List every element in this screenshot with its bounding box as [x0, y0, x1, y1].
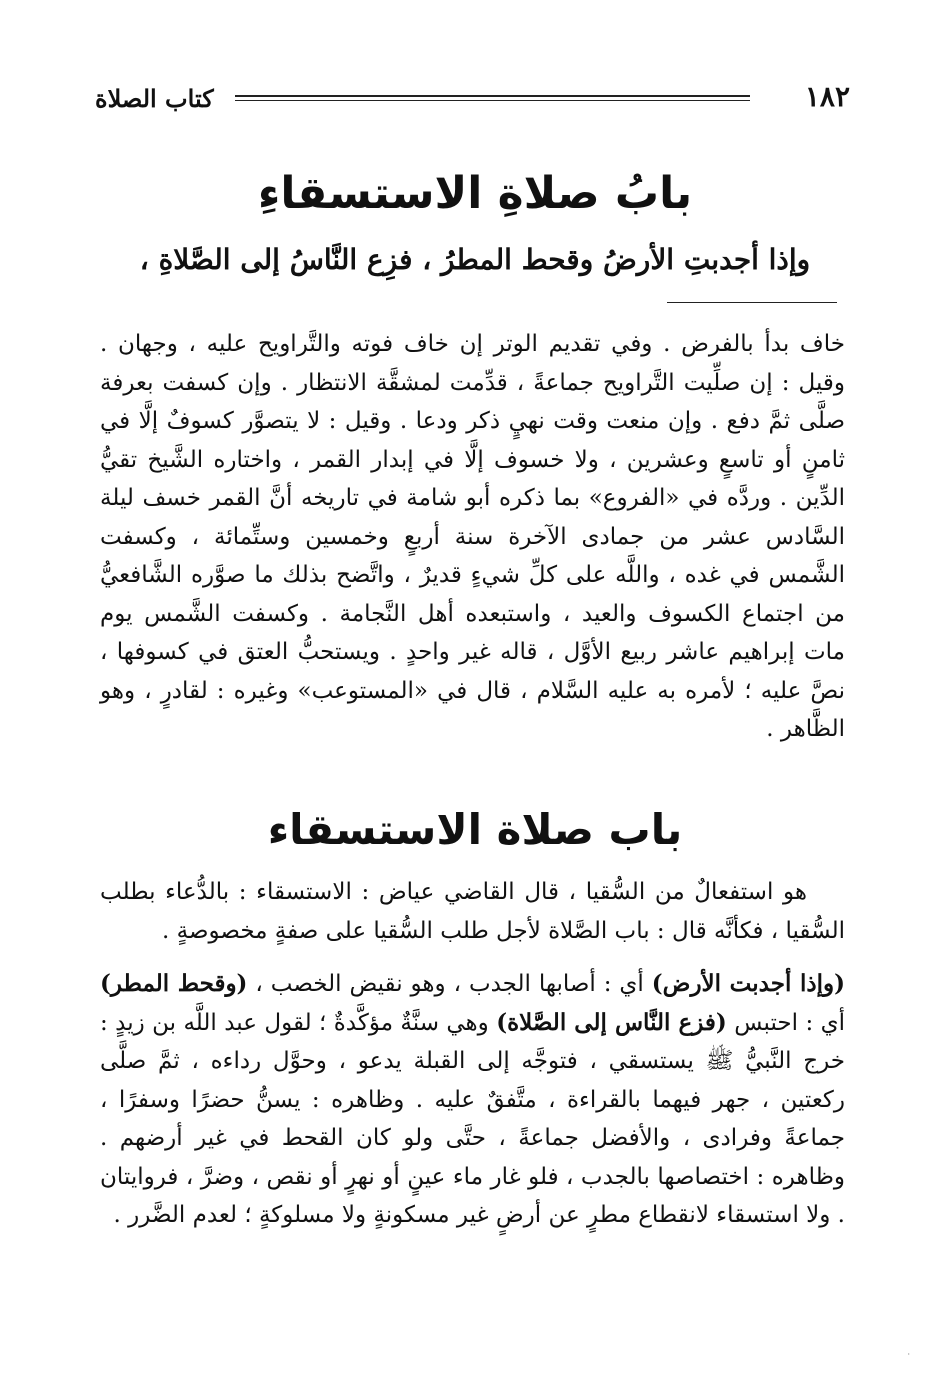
quoted-matn-2: (وقحط المطر)	[100, 970, 248, 997]
quoted-matn-3: (فزع النَّاس إلى الصَّلاة)	[496, 1008, 727, 1036]
header-rule	[235, 95, 750, 101]
section-title: باب صلاة الاستسقاء	[267, 805, 683, 854]
matn-text: وإذا أجدبتِ الأرضُ وقحط المطرُ ، فزِع النَّاسُ إلى الصَّلاةِ ،	[139, 243, 811, 276]
scan-mark: ·	[907, 1350, 910, 1359]
commentary-text-3: وهي سنَّةٌ مؤكَّدةٌ ؛ لقول عبد اللَّه بن زيدٍ : خرج النَّبيُّ ﷺ يستسقي ، فتوجَّه إلى القبلة يدعو ، وحوَّل رداءه ، ثمَّ صلَّى ركعتين ، جهر فيهما بالقراءة ، متَّفقٌ عليه . وظاهره : يسنُّ حضرًا وسفرًا ، جماعةً وفرادى ، والأفضل جماعةً ، حتَّى ولو كان القحط في غير أرضهم . وظاهره : اختصاصها بالجدب ، فلو غار ماء عينٍ أو نهرٍ أو نقص ، وضرَّ ، فروايتان . ولا استسقاء لانقطاع مطرٍ عن أرضٍ غير مسكونةٍ ولا مسلوكةٍ ؛ لعدم الضَّرر .	[100, 1009, 845, 1228]
commentary-text-2: أي : احتبس	[726, 1009, 845, 1036]
running-header	[95, 80, 850, 120]
running-title: كتاب الصلاة	[95, 84, 214, 113]
commentary-text-1: أي : أصابها الجدب ، وهو نقيض الخصب ،	[247, 971, 652, 997]
footnote-separator-rule	[667, 302, 837, 303]
quoted-matn-1: (وإذا أجدبت الأرض)	[651, 970, 845, 997]
chapter-title: بابُ صلاةِ الاستسقاءِ	[257, 168, 693, 219]
commentary-paragraph-3	[100, 965, 845, 1235]
commentary-paragraph-2: هو استفعالٌ من السُّقيا ، قال القاضي عياض : الاستسقاء : بالدُّعاء بطلب السُّقيا ، فكأنَّه قال : باب الصَّلاة لأجل طلب السُّقيا على صفةٍ مخصوصةٍ .	[100, 879, 845, 944]
page-number: ١٨٢	[804, 80, 850, 113]
commentary-paragraph-1: خاف بدأ بالفرض . وفي تقديم الوتر إن خاف فوته والتَّراويح عليه ، وجهان . وقيل : إن صلِّيت التَّراويح جماعةً ، قدِّمت لمشقَّة الانتظار . وإن كسفت بعرفة صلَّى ثمَّ دفع . وإن منعت وقت نهيٍ ذكر ودعا . وقيل : لا يتصوَّر كسوفٌ إلَّا في ثامنٍ أو تاسعٍ وعشرين ، ولا خسوف إلَّا في إبدار القمر ، واختاره الشَّيخ تقيُّ الدِّين . وردَّه في «الفروع» بما ذكره أبو شامة في تاريخه أنَّ القمر خسف ليلة السَّادس عشر من جمادى الآخرة سنة أربعٍ وخمسين وستِّمائة ، وكسفت الشَّمس في غده ، واللَّه على كلِّ شيءٍ قديرٌ ، واتَّضح بذلك ما صوَّره الشَّافعيُّ من اجتماع الكسوف والعيد ، واستبعده أهل النَّجامة . وكسفت الشَّمس يوم مات إبراهيم عاشر ربيع الأوَّل ، قاله غير واحدٍ . ويستحبُّ العتق في كسوفها ، نصَّ عليه ؛ لأمره به عليه السَّلام ، قال في «المستوعب» وغيره : لقادرٍ ، وهو الظَّاهر .	[100, 331, 845, 742]
